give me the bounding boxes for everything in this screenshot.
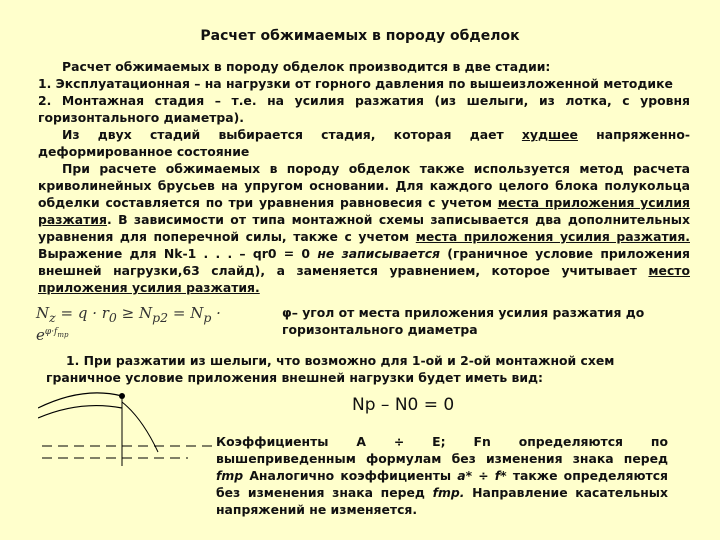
- formula-r-sub: 0: [108, 310, 117, 325]
- main-text: [38, 58, 690, 296]
- formula-expression: [36, 304, 221, 344]
- radius-curve: [122, 402, 158, 452]
- method-underline-1: места приложения усилия разжатия: [38, 195, 691, 227]
- choose-text: Из двух стадий выбирается стадия, которая дает: [62, 127, 522, 142]
- method-text-d: (граничное условие приложения внешней нагрузки,63 слайд), а заменяется уравнением, которое учитывает: [38, 246, 690, 278]
- formula-lhs: N: [36, 304, 50, 322]
- coef-fmp-2: fmp.: [432, 485, 465, 500]
- formula-eq2: = N: [172, 304, 204, 322]
- phi-note: φ– угол от места приложения усилия разжатия до горизонтального диаметра: [282, 305, 645, 337]
- method-underline-3: место приложения усилия разжатия.: [38, 263, 690, 295]
- formula-np1-sub: p2: [152, 310, 169, 325]
- formula-lhs-sub: z: [49, 310, 56, 325]
- formula-np2-sub: p: [203, 310, 212, 325]
- coef-fmp-1: fmp: [216, 468, 244, 483]
- intro-line: Расчет обжимаемых в породу обделок производится в две стадии:: [62, 59, 551, 74]
- coefficients-paragraph: [216, 433, 668, 518]
- case-1-line-1: 1. При разжатии из шелыги, что возможно для 1-ой и 2-ой монтажной схем: [66, 353, 615, 368]
- method-italic: не записывается: [317, 246, 441, 261]
- worst-word: худшее: [521, 127, 578, 142]
- case-1: [46, 352, 686, 386]
- coef-italic-range: a* ÷ f*: [457, 468, 507, 483]
- formula-exp-sup: φ·fтр: [44, 327, 69, 339]
- coef-text-a: Коэффициенты А ÷ Е; Fn определяются по вышеприведенным формулам без изменения знака перед: [216, 434, 668, 466]
- formula-geq: ≥ N: [121, 304, 153, 322]
- stage-2-line: 2. Монтажная стадия – т.е. на усилия разжатия (из шелыги, из лотка, с уровня горизонтального диаметра).: [38, 93, 690, 125]
- choose-text-end: напряженно-деформированное состояние: [38, 127, 690, 159]
- stage-1-line: 1. Эксплуатационная – на нагрузки от горного давления по вышеизложенной методике: [38, 76, 673, 91]
- boundary-equation: Np – N0 = 0: [352, 395, 455, 415]
- crown-sketch: [38, 388, 218, 468]
- method-text-c: Выражение для Nk-1 . . . – qr0 = 0: [38, 246, 318, 261]
- formula-eq1: = q · r: [60, 304, 109, 322]
- lining-arc-inner: [38, 406, 122, 418]
- method-text-a: При расчете обжимаемых в породу обделок также используется метод расчета криволинейных брусьев на упругом основании. Для каждого целого блока полукольца обделки составляется по три уравнения равновесия с учетом: [38, 161, 690, 210]
- method-text-b: . В зависимости от типа монтажной схемы записывается два дополнительных уравнения для поперечной силы, также с учетом: [38, 212, 690, 244]
- choose-paragraph: [38, 126, 690, 160]
- coef-text-b: Аналогично коэффициенты: [243, 468, 458, 483]
- page-title: Расчет обжимаемых в породу обделок: [200, 28, 520, 44]
- coef-text-d: Направление касательных напряжений не изменяется.: [216, 485, 668, 517]
- formula-image: [36, 303, 256, 344]
- coef-text-c: также определяются без изменения знака перед: [216, 468, 668, 500]
- method-paragraph: [38, 160, 690, 296]
- method-underline-2: места приложения усилия разжатия.: [415, 229, 690, 244]
- formula-exp-base: · e: [36, 304, 221, 344]
- case-1-line-2: граничное условие приложения внешней нагрузки будет иметь вид:: [46, 370, 543, 385]
